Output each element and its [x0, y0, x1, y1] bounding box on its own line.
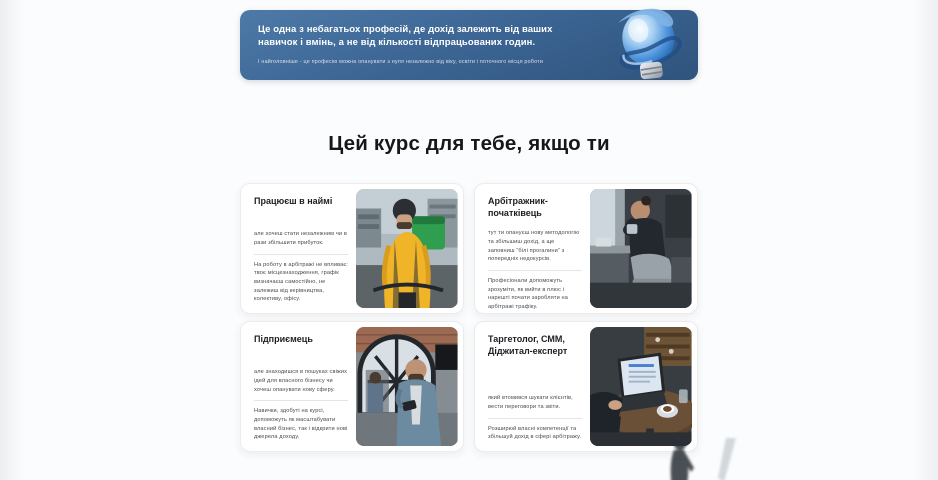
card-title: Підприємець [254, 334, 313, 344]
audience-cards-grid [240, 183, 698, 452]
card-paragraph: який втомився шукати клієнтів, вести переговори та звіти. [488, 395, 573, 411]
card-divider [254, 254, 348, 255]
card-title: Арбітражник-початківець [488, 196, 548, 218]
info-banner [240, 10, 698, 80]
card-paragraph: На роботу в арбітражі не впливає: твоє місцезнаходження, графік визначаєш самостійно, не залежиш від керівництва, колективу, офісу. [254, 261, 349, 303]
card-paragraph: але знаходишся в пошуках свіжих ідей для власного бізнесу чи хочеш опанувати нову сферу. [254, 369, 348, 393]
card-title: Працюєш в наймі [254, 196, 333, 206]
card-paragraph: Професіонали допоможуть зрозуміти, як вийти в плюс і нарешті почати заробляти на арбітражі трафіку. [488, 278, 569, 310]
card-text [475, 184, 590, 313]
card-text [241, 184, 356, 313]
section-heading-regular: Цей курс для тебе, [328, 132, 529, 155]
page-container [240, 10, 698, 452]
card-paragraph: тут ти опануєш нову методологію та збільшиш дохід, а ще заповниш “білі прогалини” з попередніх недокурсів. [488, 230, 580, 263]
card-entrepreneur [240, 321, 464, 452]
banner-headline: Це одна з небагатьох професій, де дохід залежить від ваших навичок і вмінь, а не від кількості відпрацьованих годин. [258, 24, 553, 49]
photo-man-with-phone [356, 327, 458, 446]
card-photo-col [590, 322, 697, 451]
card-paragraph: але хочеш стати незалежним чи в рази збільшити прибуток. [254, 231, 347, 247]
card-photo-col [590, 184, 697, 313]
photo-courier-on-bike [356, 189, 458, 308]
card-divider [488, 270, 582, 271]
card-divider [254, 400, 348, 401]
card-digital-expert [474, 321, 698, 452]
card-photo-col [356, 184, 463, 313]
card-title: Таргетолог, СММ, Діджитал-експерт [488, 334, 568, 356]
card-text [475, 322, 590, 451]
banner-subtext: І найголовніше - це професію можна опанувати з нуля незалежно від віку, освіти і поточного місця роботи [258, 58, 544, 65]
lightbulb-icon [600, 7, 692, 83]
card-paragraph: Розширюй власні компетенції та збільшуй дохід в сфері арбітражу. [488, 425, 582, 441]
card-divider [488, 418, 582, 419]
card-photo-col [356, 322, 463, 451]
card-beginner-arbitrage [474, 183, 698, 314]
photo-laptop-in-cafe [590, 327, 692, 446]
card-employed [240, 183, 464, 314]
photo-man-drinking-coffee [590, 189, 692, 308]
section-heading-bold: якщо ти [528, 132, 610, 155]
card-text [241, 322, 356, 451]
section-heading [240, 132, 698, 156]
card-paragraph: Навички, здобуті на курсі, допоможуть як масштабувати власний бізнес, так і відкрити нові джерела доходу. [254, 408, 348, 441]
